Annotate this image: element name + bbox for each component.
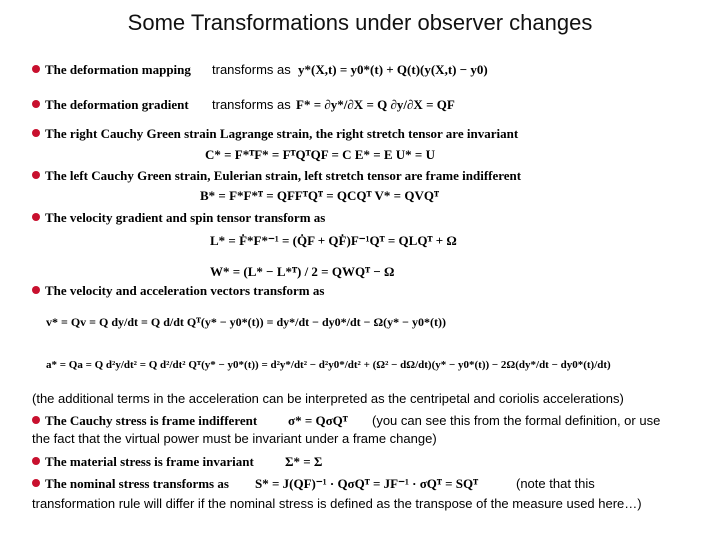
slide-title: Some Transformations under observer changes <box>127 10 593 35</box>
deformation-gradient-tail: transforms as <box>212 97 291 112</box>
deformation-gradient-equation: F* = ∂y*/∂X = Q ∂y/∂X = QF <box>296 97 455 112</box>
bullet-icon <box>32 100 40 108</box>
acceleration-equation: a* = Qa = Q d²y/dt² = Q d²/dt² Qᵀ(y* − y0*(t)) = d²y*/dt² − d²y0*/dt² + (Ω² − dΩ/dt)(y* − y0*(t)) − 2Ω(dy*/dt − dy0*(t)/dt) <box>46 359 611 371</box>
spin-tensor-equation: W* = (L* − L*ᵀ) / 2 = QWQᵀ − Ω <box>210 264 395 279</box>
cauchy-stress-tail-line2: the fact that the virtual power must be invariant under a frame change) <box>32 431 437 446</box>
material-stress-label: The material stress is frame invariant <box>45 454 254 469</box>
nominal-stress-tail-line2: transformation rule will differ if the nominal stress is defined as the transpose of the measure used here…) <box>32 496 642 511</box>
velocity-gradient-label: The velocity gradient and spin tensor transform as <box>45 210 326 225</box>
nominal-stress-tail: (note that this <box>516 476 595 491</box>
bullet-icon <box>32 171 40 179</box>
deformation-mapping-equation: y*(X,t) = y0*(t) + Q(t)(y(X,t) − y0) <box>298 62 488 77</box>
velocity-gradient-equation: L* = Ḟ*F*⁻¹ = (Q̇F + QḞ)F⁻¹Qᵀ = QLQᵀ + Ω <box>210 233 457 248</box>
bullet-icon <box>32 129 40 137</box>
nominal-stress-equation: S* = J(QF)⁻¹ · QσQᵀ = JF⁻¹ · σQᵀ = SQᵀ <box>255 476 479 491</box>
left-cauchy-green-equation: B* = F*F*ᵀ = QFFᵀQᵀ = QCQᵀ V* = QVQᵀ <box>200 188 439 203</box>
bullet-icon <box>32 457 40 465</box>
bullet-icon <box>32 65 40 73</box>
bullet-icon <box>32 416 40 424</box>
right-cauchy-green-label: The right Cauchy Green strain Lagrange strain, the right stretch tensor are invariant <box>45 126 519 141</box>
cauchy-stress-label: The Cauchy stress is frame indifferent <box>45 413 258 428</box>
cauchy-stress-tail: (you can see this from the formal definition, or use <box>372 413 661 428</box>
deformation-gradient-label: The deformation gradient <box>45 97 189 112</box>
acceleration-note: (the additional terms in the acceleration can be interpreted as the centripetal and coriolis accelerations) <box>32 391 624 406</box>
bullet-icon <box>32 286 40 294</box>
deformation-mapping-tail: transforms as <box>212 62 291 77</box>
material-stress-equation: Σ* = Σ <box>285 454 323 469</box>
right-cauchy-green-equation: C* = F*ᵀF* = FᵀQᵀQF = C E* = E U* = U <box>205 147 435 162</box>
velocity-acceleration-label: The velocity and acceleration vectors transform as <box>45 283 325 298</box>
cauchy-stress-equation: σ* = QσQᵀ <box>288 413 348 428</box>
bullet-icon <box>32 479 40 487</box>
bullet-icon <box>32 213 40 221</box>
deformation-mapping-label: The deformation mapping <box>45 62 191 77</box>
velocity-equation: v* = Qv = Q dy/dt = Q d/dt Qᵀ(y* − y0*(t)) = dy*/dt − dy0*/dt − Ω(y* − y0*(t)) <box>46 315 446 329</box>
left-cauchy-green-label: The left Cauchy Green strain, Eulerian strain, left stretch tensor are frame indifferent <box>45 168 522 183</box>
nominal-stress-label: The nominal stress transforms as <box>45 476 229 491</box>
